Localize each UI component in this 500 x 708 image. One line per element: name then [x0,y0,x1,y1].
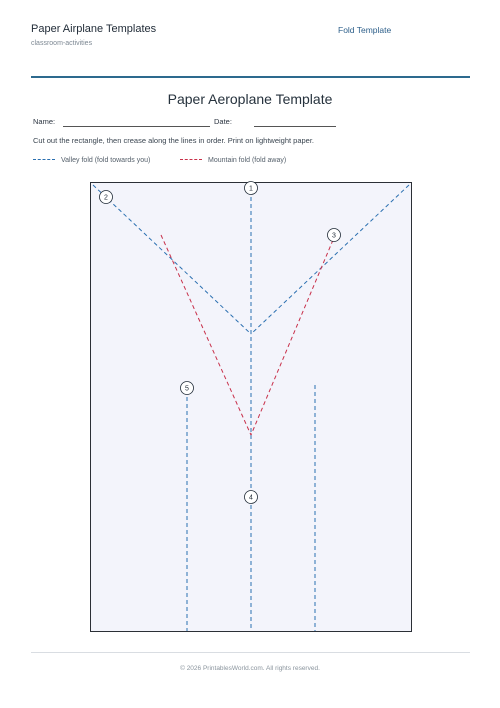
valley-fold-left-diagonal [93,185,251,334]
legend-valley [33,157,150,164]
fold-step-5-label: 5 [185,385,189,393]
header-divider [31,76,470,78]
legend-valley-label: Valley fold (fold towards you) [61,157,151,164]
fold-step-3-marker [328,229,341,242]
name-label: Name: [33,117,56,126]
fold-template-link[interactable]: Fold Template [338,25,392,35]
date-field[interactable] [254,126,336,127]
fold-step-1-marker [245,182,258,195]
fold-step-4-marker [245,491,258,504]
fold-step-2-label: 2 [104,194,108,202]
valley-fold-right-diagonal [251,185,409,334]
legend-mountain-label: Mountain fold (fold away) [208,157,287,164]
fold-step-5-marker [181,382,194,395]
date-label: Date: [214,117,232,126]
site-subtitle: classroom-activities [31,40,93,47]
footer-copyright: © 2026 PrintablesWorld.com. All rights reserved. [180,665,320,672]
fold-step-4-label: 4 [249,494,253,502]
site-header [0,0,500,80]
fold-step-1-label: 1 [249,185,253,193]
fold-step-2-marker [100,191,113,204]
instructions-text: Cut out the rectangle, then crease along the lines in order. Print on lightweight paper. [33,136,315,145]
document-title: Paper Aeroplane Template [167,91,333,107]
site-title: Paper Airplane Templates [31,23,157,35]
mountain-fold-swatch-icon [180,159,202,160]
legend-mountain [180,157,286,164]
fold-lines-diagram [91,183,411,631]
name-field[interactable] [63,126,210,127]
valley-fold-swatch-icon [33,159,55,160]
footer-divider [31,652,470,653]
fold-step-3-label: 3 [332,232,336,240]
airplane-template [90,182,412,632]
mountain-fold-left [161,235,251,435]
mountain-fold-right [251,240,333,435]
